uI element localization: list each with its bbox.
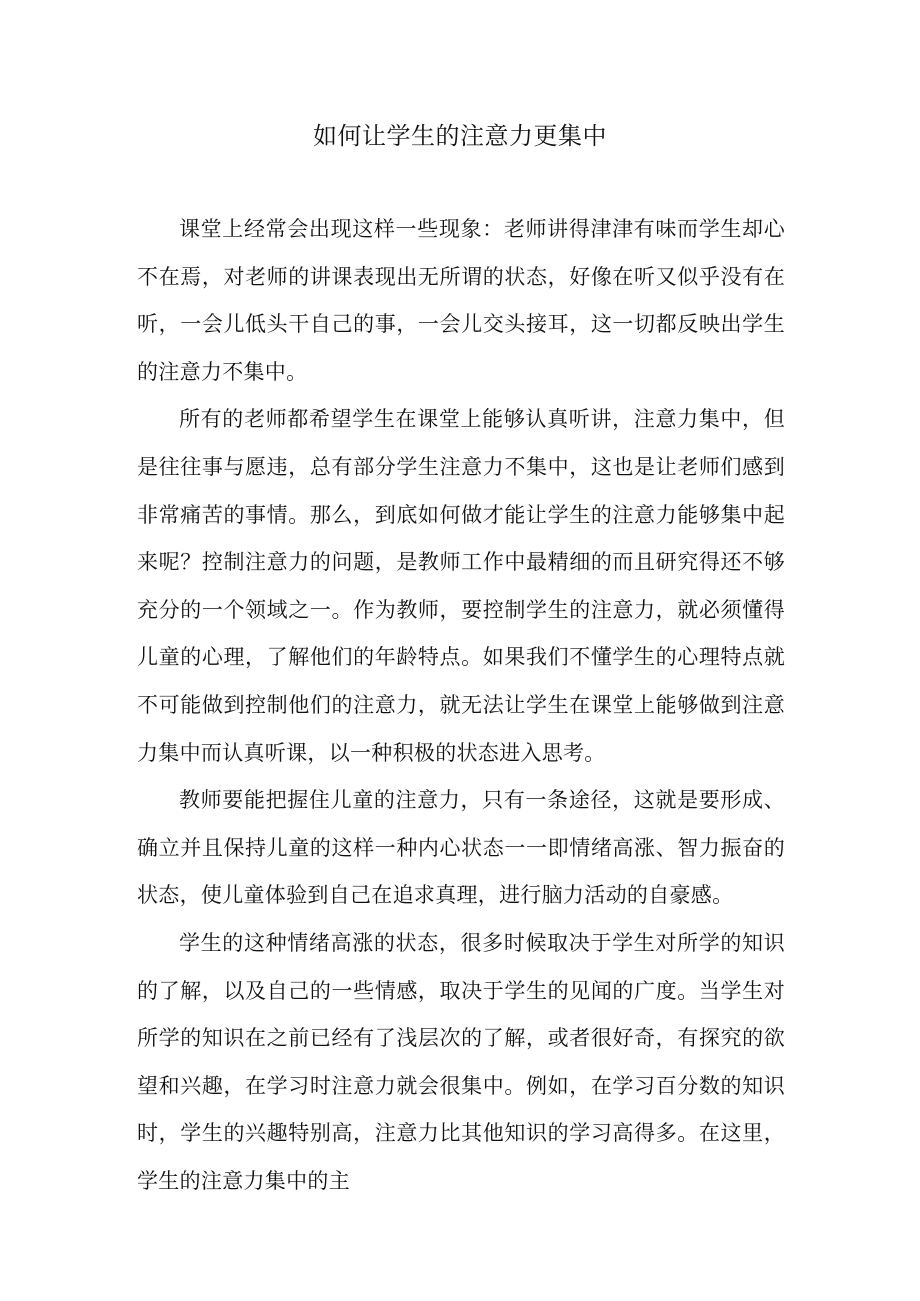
- document-body: [137, 206, 785, 1205]
- document-title: 如何让学生的注意力更集中: [313, 122, 607, 150]
- paragraph-2: 所有的老师都希望学生在课堂上能够认真听讲，注意力集中，但是往往事与愿违，总有部分学生注意力不集中，这也是让老师们感到非常痛苦的事情。那么，到底如何做才能让学生的注意力能够集中起来呢？控制注意力的问题，是教师工作中最精细的而且研究得还不够充分的一个领域之一。作为教师，要控制学生的注意力，就必须懂得儿童的心理，了解他们的年龄特点。如果我们不懂学生的心理特点就不可能做到控制他们的注意力，就无法让学生在课堂上能够做到注意力集中而认真听课，以一种积极的状态进入思考。: [137, 407, 785, 765]
- paragraph-1: 课堂上经常会出现这样一些现象：老师讲得津津有味而学生却心不在焉，对老师的讲课表现出无所谓的状态，好像在听又似乎没有在听，一会儿低头干自己的事，一会儿交头接耳，这一切都反映出学生的注意力不集中。: [137, 217, 785, 384]
- paragraph-4: 学生的这种情绪高涨的状态，很多时候取决于学生对所学的知识的了解，以及自己的一些情感，取决于学生的见闻的广度。当学生对所学的知识在之前已经有了浅层次的了解，或者很好奇，有探究的欲望和兴趣，在学习时注意力就会很集中。例如，在学习百分数的知识时，学生的兴趣特别高，注意力比其他知识的学习高得多。在这里，学生的注意力集中的主: [137, 930, 785, 1193]
- paragraph-3: 教师要能把握住儿童的注意力，只有一条途径，这就是要形成、确立并且保持儿童的这样一种内心状态一一即情绪高涨、智力振奋的状态，使儿童体验到自己在追求真理，进行脑力活动的自豪感。: [137, 788, 785, 908]
